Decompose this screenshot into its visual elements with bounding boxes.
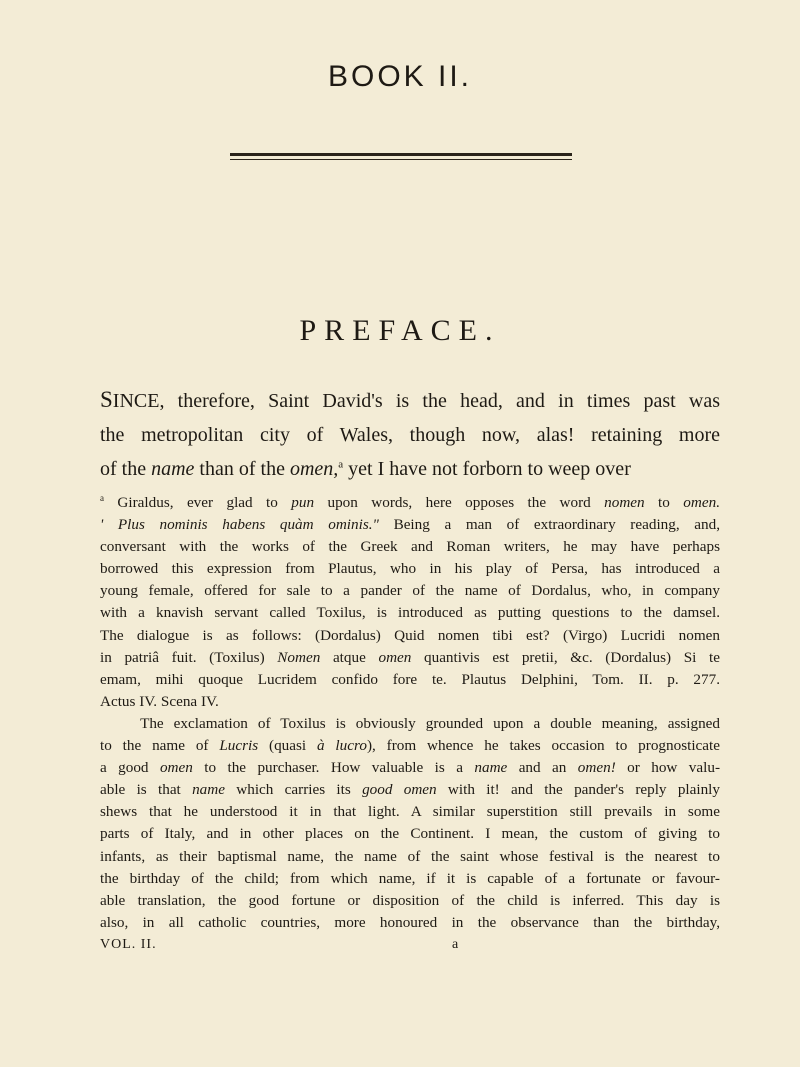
footnote-line-20: also, in all catholic countries, more honoured in the observance than the birthday, <box>100 913 720 931</box>
book-title: BOOK II. <box>327 60 473 93</box>
footnote-marker: a <box>338 458 344 471</box>
footnote-line-16: parts of Italy, and in other places on the Continent. I mean, the custom of giving to <box>100 825 720 843</box>
main-text <box>100 383 720 486</box>
footnote-line-12: to the name of Lucris (quasi à lucro), from whence he takes occasion to prognosticate <box>100 737 720 755</box>
section-title: PREFACE. <box>299 314 501 347</box>
footnote-line-14: able is that name which carries its good omen with it! and the pander's reply plainly <box>100 781 720 799</box>
footnote-line-11: The exclamation of Toxilus is obviously grounded upon a double meaning, assigned <box>140 714 721 732</box>
footnote-line-10: Actus IV. Scena IV. <box>100 692 219 710</box>
footnote-marker: a <box>100 492 104 503</box>
footnote-line-4: borrowed this expression from Plautus, who in his play of Persa, has introduced a <box>100 560 720 578</box>
main-line-3: of the name than of the omen,$^a$ yet I have not forborn to weep over <box>100 458 631 480</box>
footnote-line-6: with a knavish servant called Toxilus, is introduced as putting questions to the damsel. <box>100 604 720 622</box>
double-rule <box>230 153 572 161</box>
footnote-line-8: in patriâ fuit. (Toxilus) Nomen atque omen quantivis est pretii, &c. (Dordalus) Si te <box>100 648 720 666</box>
drop-cap: S <box>100 387 113 412</box>
rule-thin <box>230 159 572 160</box>
footnote <box>100 492 720 934</box>
footnote-line-13: a good omen to the purchaser. How valuable is a name and an omen! or how valu- <box>100 759 721 777</box>
footnote-line-1: $^a$ Giraldus, ever glad to pun upon words, here opposes the word nomen to omen. <box>100 492 720 511</box>
footnote-line-2: ' Plus nominis habens quàm ominis." Being a man of extraordinary reading, and, <box>100 516 720 534</box>
volume-label: VOL. II. <box>100 937 157 952</box>
rule-thick <box>230 153 572 156</box>
footnote-line-3: conversant with the works of the Greek and Roman writers, he may have perhaps <box>100 538 720 556</box>
footnote-line-7: The dialogue is as follows: (Dordalus) Quid nomen tibi est? (Virgo) Lucridi nomen <box>100 626 720 644</box>
small-caps-word: INCE, <box>112 390 165 412</box>
footnote-line-17: infants, as their baptismal name, the name of the saint whose festival is the nearest to <box>100 847 720 865</box>
footnote-line-18: the birthday of the child; from which name, if it is capable of a fortunate or favour- <box>100 869 720 887</box>
footnote-line-9: emam, mihi quoque Lucridem confido fore te. Plautus Delphini, Tom. II. p. 277. <box>100 670 720 688</box>
footnote-line-5: young female, offered for sale to a pander of the name of Dordalus, who, in company <box>100 582 720 600</box>
footnote-line-15: shews that he understood it in that light. A similar superstition still prevails in some <box>100 803 720 821</box>
footnote-line-19: able translation, the good fortune or disposition of the child is inferred. This day is <box>100 891 720 909</box>
main-line-2: the metropolitan city of Wales, though now, alas! retaining more <box>100 424 720 446</box>
signature-mark: a <box>452 937 460 952</box>
main-line-1: SINCE, therefore, Saint David's is the head, and in times past was <box>100 387 720 412</box>
